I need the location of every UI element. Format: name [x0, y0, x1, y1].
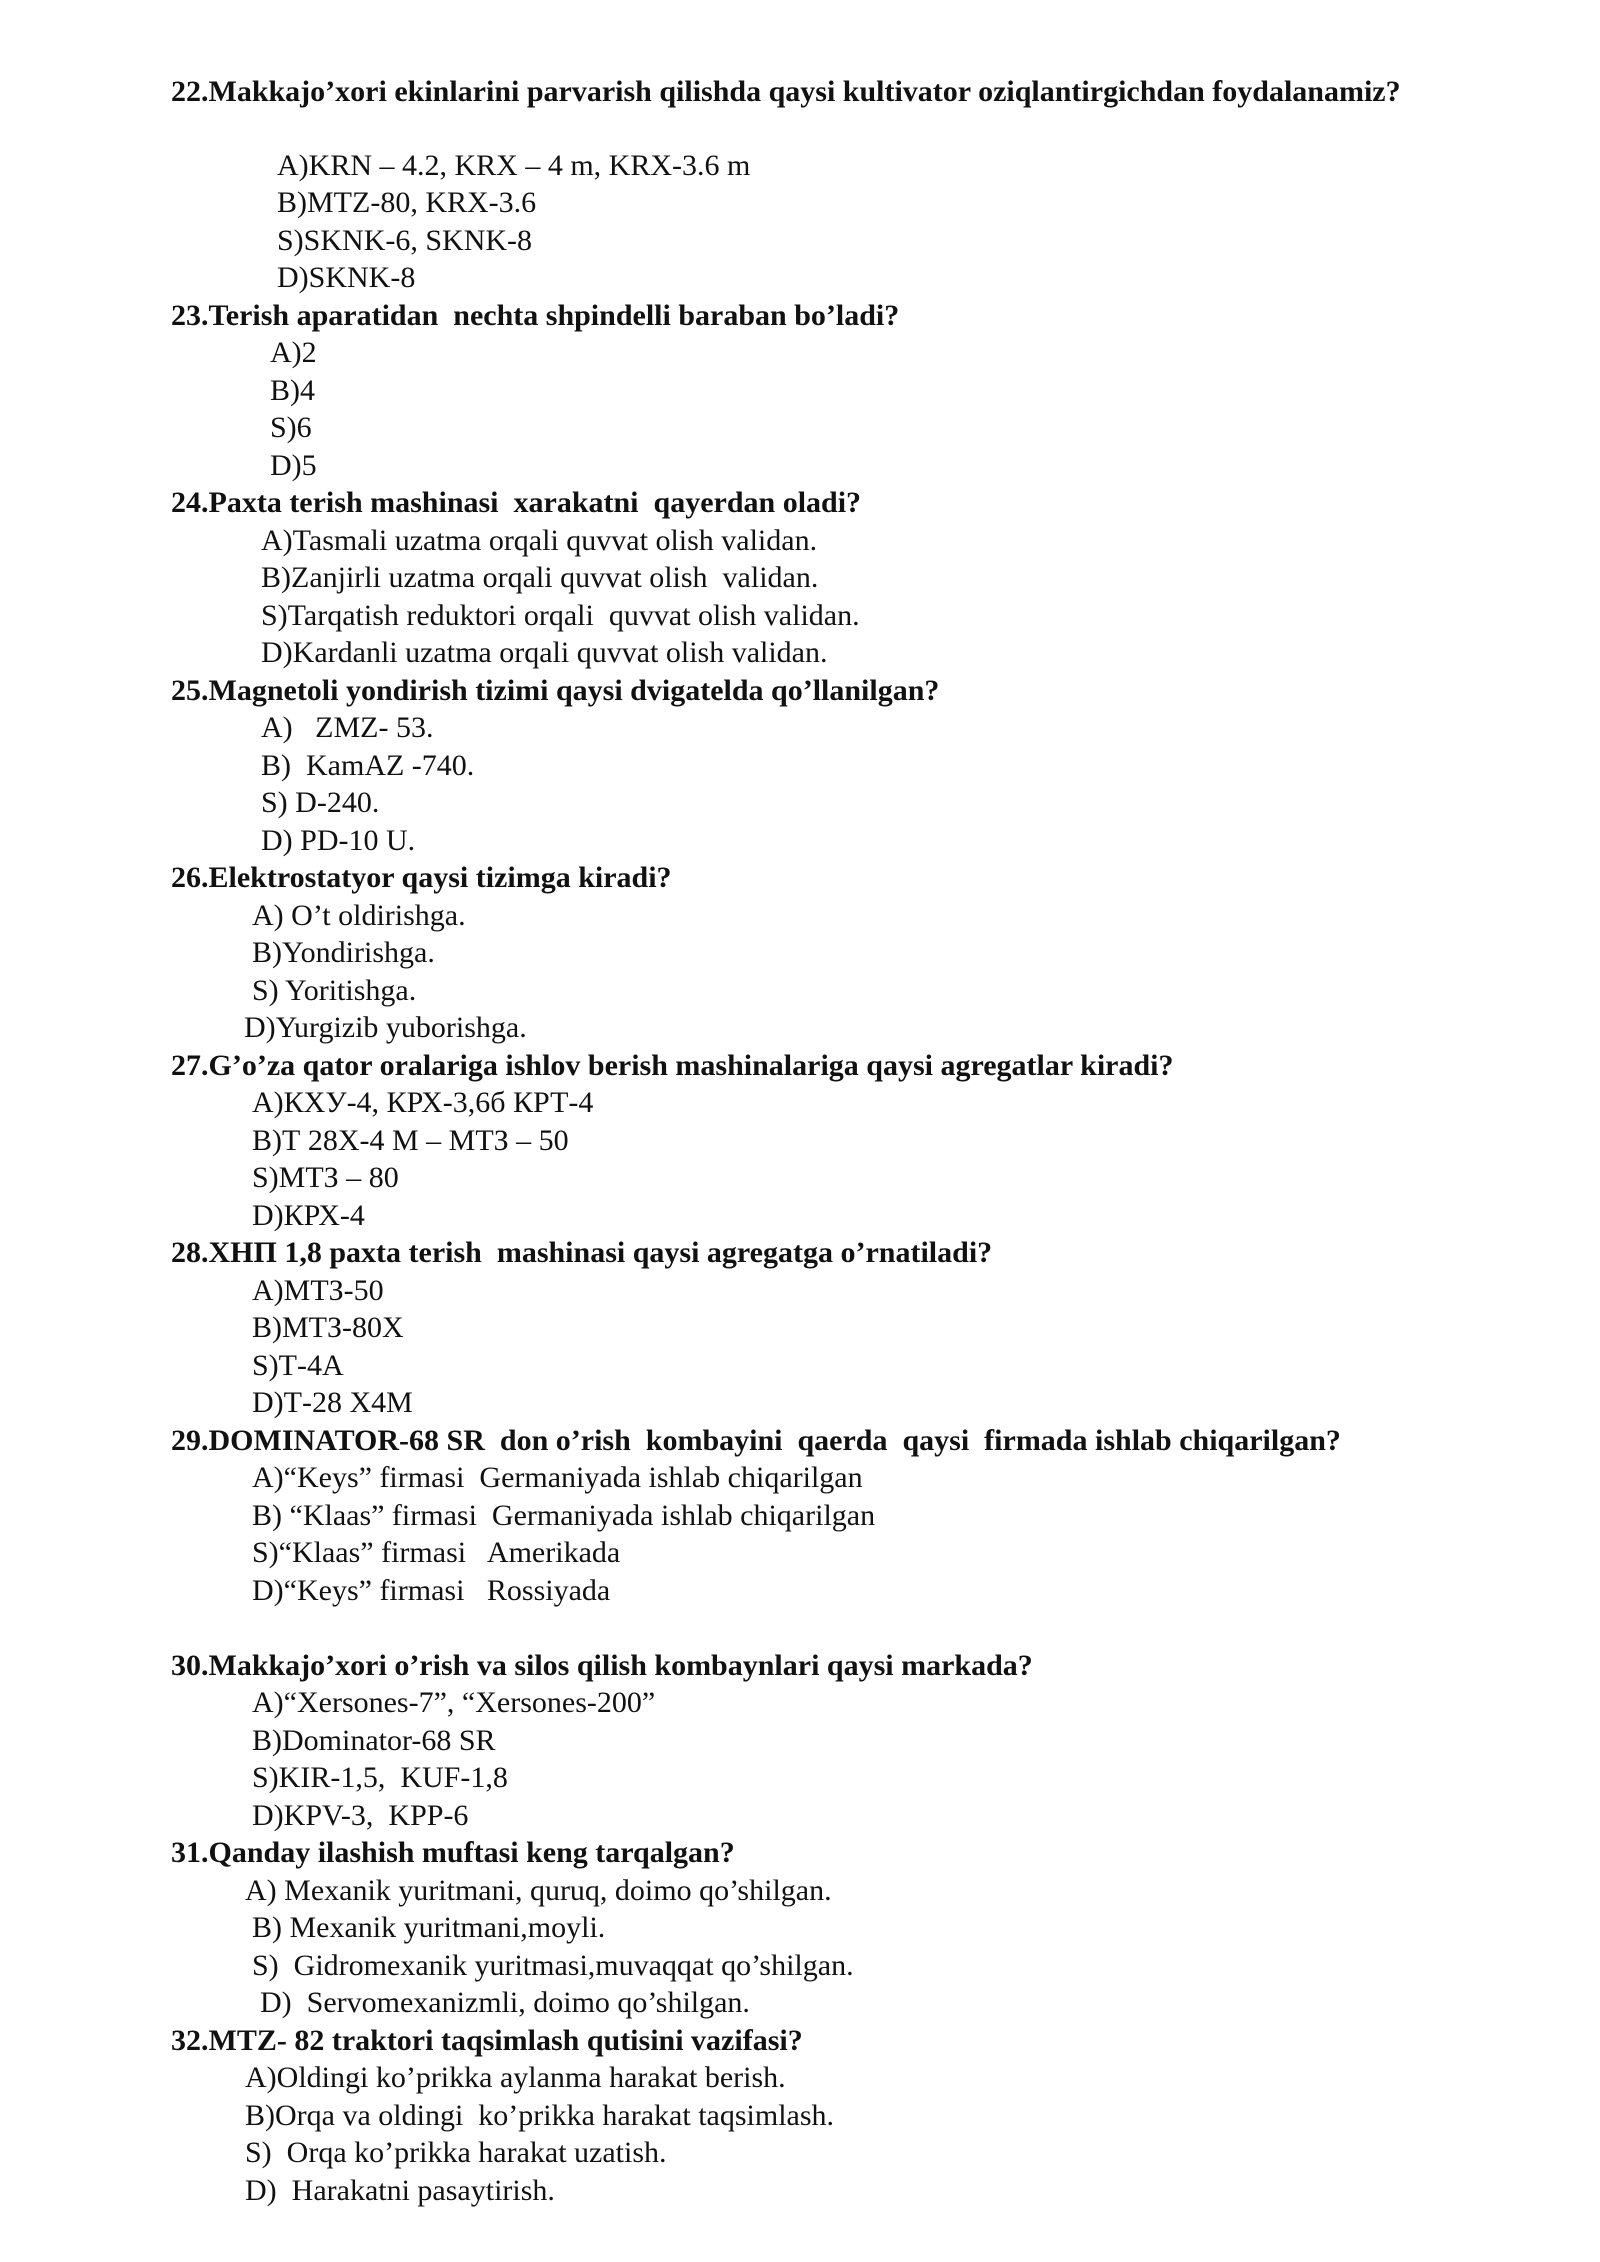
- q25-option-s: S) D-240.: [261, 786, 380, 819]
- q28-option-s: S)Т-4А: [252, 1349, 344, 1382]
- q22-option-d: D)SKNK-8: [277, 261, 416, 294]
- question-27: 27.G’o’za qator oralariga ishlov berish mashinalariga qaysi agregatlar kiradi?: [171, 1049, 1174, 1082]
- q31-option-a: A) Mexanik yuritmani, quruq, doimo qo’shilgan.: [245, 1874, 832, 1907]
- q29-option-b: B) “Klaas” firmasi Germaniyada ishlab chiqarilgan: [252, 1499, 876, 1532]
- question-26: 26.Elektrostatyor qaysi tizimga kiradi?: [171, 861, 672, 894]
- q26-option-b: B)Yondirishga.: [252, 936, 435, 969]
- q30-option-a: A)“Xersones-7”, “Xersones-200”: [252, 1686, 656, 1719]
- q31-option-s: S) Gidromexanik yuritmasi,muvaqqat qo’shilgan.: [252, 1949, 854, 1982]
- q22-option-s: S)SKNK-6, SKNK-8: [277, 224, 533, 257]
- q32-option-d: D) Harakatni pasaytirish.: [245, 2174, 555, 2207]
- q26-option-s: S) Yoritishga.: [252, 974, 417, 1007]
- q24-option-d: D)Kardanli uzatma orqali quvvat olish validan.: [261, 636, 828, 669]
- q22-option-b: B)MTZ-80, KRX-3.6: [277, 186, 537, 219]
- q23-option-b: B)4: [270, 374, 315, 407]
- q25-option-b: B) KamAZ -740.: [261, 749, 475, 782]
- q29-option-d: D)“Keys” firmasi Rossiyada: [252, 1574, 611, 1607]
- question-29: 29.DOMINATOR-68 SR don o’rish kombayini qaerda qaysi firmada ishlab chiqarilgan?: [171, 1424, 1341, 1457]
- question-24: 24.Paxta terish mashinasi xarakatni qayerdan oladi?: [171, 486, 862, 519]
- q32-option-b: B)Orqa va oldingi ko’prikka harakat taqsimlash.: [245, 2099, 835, 2132]
- question-25: 25.Magnetoli yondirish tizimi qaysi dvigatelda qo’llanilgan?: [171, 674, 940, 707]
- question-31: 31.Qanday ilashish muftasi keng tarqalgan?: [171, 1836, 735, 1869]
- q26-option-a: A) O’t oldirishga.: [252, 899, 466, 932]
- question-23: 23.Terish aparatidan nechta shpindelli baraban bo’ladi?: [171, 299, 900, 332]
- q30-option-s: S)KIR-1,5, KUF-1,8: [252, 1761, 508, 1794]
- question-30: 30.Makkajo’xori o’rish va silos qilish kombaynlari qaysi markada?: [171, 1649, 1033, 1682]
- q23-option-d: D)5: [270, 449, 317, 482]
- q32-option-s: S) Orqa ko’prikka harakat uzatish.: [245, 2136, 667, 2169]
- q29-option-a: A)“Keys” firmasi Germaniyada ishlab chiqarilgan: [252, 1461, 863, 1494]
- q24-option-b: B)Zanjirli uzatma orqali quvvat olish validan.: [261, 561, 819, 594]
- q24-option-s: S)Tarqatish reduktori orqali quvvat olish validan.: [261, 599, 860, 632]
- q24-option-a: A)Tasmali uzatma orqali quvvat olish validan.: [261, 524, 818, 557]
- q30-option-b: B)Dominator-68 SR: [252, 1724, 496, 1757]
- question-22: 22.Makkajo’xori ekinlarini parvarish qilishda qaysi kultivator oziqlantirgichdan foydalanamiz?: [171, 75, 1401, 108]
- q29-option-s: S)“Klaas” firmasi Amerikada: [252, 1536, 621, 1569]
- q23-option-s: S)6: [270, 411, 312, 444]
- q25-option-d: D) PD-10 U.: [261, 824, 416, 857]
- q27-option-a: A)КХУ-4, КРХ-3,6б КРТ-4: [252, 1086, 594, 1119]
- q23-option-a: A)2: [270, 336, 317, 369]
- q26-option-d: D)Yurgizib yuborishga.: [244, 1011, 527, 1044]
- q22-option-a: A)KRN – 4.2, KRX – 4 m, KRX-3.6 m: [277, 149, 751, 182]
- q31-option-d: D) Servomexanizmli, doimo qo’shilgan.: [260, 1986, 750, 2019]
- q27-option-b: B)Т 28Х-4 М – МТЗ – 50: [252, 1124, 569, 1157]
- q28-option-d: D)Т-28 Х4М: [252, 1386, 413, 1419]
- question-28: 28.ХНП 1,8 paxta terish mashinasi qaysi agregatga o’rnatiladi?: [171, 1236, 993, 1269]
- q30-option-d: D)KPV-3, KPP-6: [252, 1799, 469, 1832]
- q28-option-a: A)МТЗ-50: [252, 1274, 384, 1307]
- q32-option-a: A)Oldingi ko’prikka aylanma harakat berish.: [245, 2061, 786, 2094]
- q31-option-b: B) Mexanik yuritmani,moyli.: [252, 1911, 606, 1944]
- q25-option-a: A) ZMZ- 53.: [261, 711, 434, 744]
- q28-option-b: B)МТЗ-80Х: [252, 1311, 404, 1344]
- q27-option-d: D)КРХ-4: [252, 1199, 365, 1232]
- question-32: 32.MTZ- 82 traktori taqsimlash qutisini vazifasi?: [171, 2024, 803, 2057]
- q27-option-s: S)МТЗ – 80: [252, 1161, 399, 1194]
